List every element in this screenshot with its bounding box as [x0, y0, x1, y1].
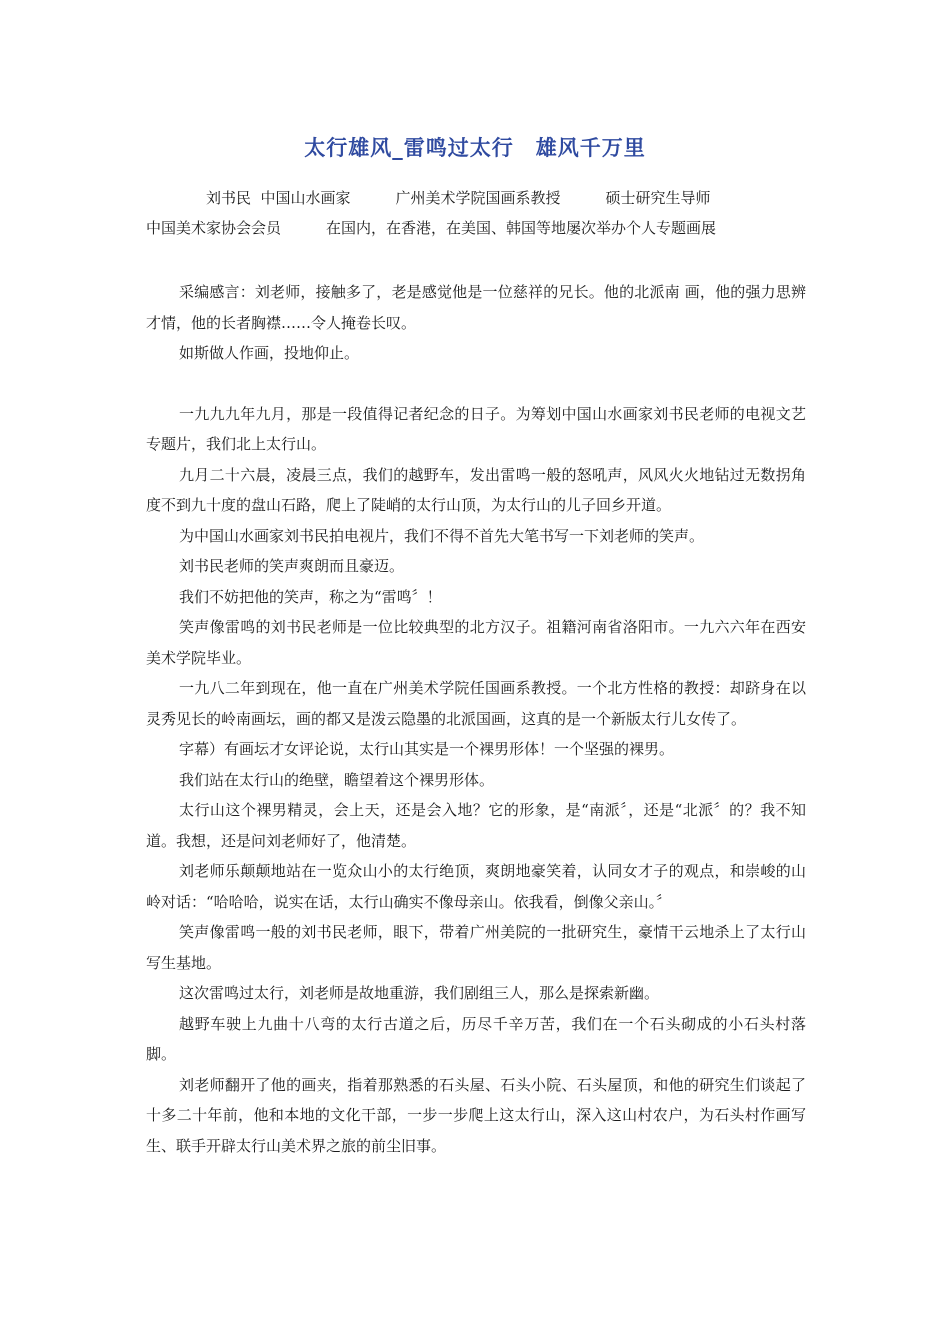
paragraph: 笑声像雷鸣的刘书民老师是一位比较典型的北方汉子。祖籍河南省洛阳市。一九六六年在西安美术学院毕业。 [146, 618, 806, 667]
paragraph: 越野车驶上九曲十八弯的太行古道之后，历尽千辛万苦，我们在一个石头砌成的小石头村落脚。 [146, 1014, 806, 1063]
paragraph: 我们站在太行山的绝壁，瞻望着这个裸男形体。 [179, 770, 495, 789]
paragraph: 为中国山水画家刘书民拍电视片，我们不得不首先大笔书写一下刘老师的笑声。 [179, 526, 705, 545]
paragraph: 字幕）有画坛才女评论说，太行山其实是一个裸男形体！一个坚强的裸男。 [179, 740, 675, 758]
paragraph: 一九八二年到现在，他一直在广州美术学院任国画系教授。一个北方性格的教授：却跻身在以灵秀见长的岭南画坛，画的都又是泼云隐墨的北派国画，这真的是一个新版太行儿女传了。 [146, 679, 806, 728]
article-body [146, 277, 806, 1161]
paragraph: 我们不妨把他的笑声，称之为“雷鸣〞！ [179, 587, 442, 606]
paragraph: 太行山这个裸男精灵，会上天，还是会入地？它的形象，是“南派〞，还是“北派〞的？我不知道。我想，还是问刘老师好了，他清楚。 [146, 801, 806, 850]
paragraph: 刘老师乐颠颠地站在一览众山小的太行绝顶，爽朗地豪笑着，认同女才子的观点，和崇峻的山岭对话：“哈哈哈，说实在话，太行山确实不像母亲山。依我看，倒像父亲山。〞 [146, 862, 806, 911]
paragraph: 刘老师翻开了他的画夹，指着那熟悉的石头屋、石头小院、石头屋顶，和他的研究生们谈起了十多二十年前，他和本地的文化干部，一步一步爬上这太行山，深入这山村农户，为石头村作画写生、联手开辟太行山美术界之旅的前尘旧事。 [146, 1075, 806, 1155]
paragraph-gap [146, 369, 806, 399]
author-info-line-1: 刘书民 中国山水画家 广州美术学院国画系教授 硕士研究生导师 [146, 189, 711, 207]
paragraph: 九月二十六晨，凌晨三点，我们的越野车，发出雷鸣一般的怒吼声，风风火火地钻过无数拐角度不到九十度的盘山石路，爬上了陡峭的太行山顶，为太行山的儿子回乡开道。 [146, 465, 806, 514]
intro-paragraph: 采编感言：刘老师，接触多了，老是感觉他是一位慈祥的兄长。他的北派南 画，他的强力思辨才情，他的长者胸襟……令人掩卷长叹。 [146, 283, 806, 332]
paragraph: 笑声像雷鸣一般的刘书民老师，眼下，带着广州美院的一批研究生，豪情干云地杀上了太行山写生基地。 [146, 923, 806, 972]
document-title: 太行雄风_雷鸣过太行 雄风千万里 [304, 136, 646, 160]
intro-paragraph: 如斯做人作画，投地仰止。 [179, 344, 360, 362]
paragraph: 刘书民老师的笑声爽朗而且豪迈。 [179, 557, 405, 575]
author-info-line-2: 中国美术家协会会员 在国内，在香港，在美国、韩国等地屡次举办个人专题画展 [146, 219, 717, 237]
paragraph: 一九九九年九月，那是一段值得记者纪念的日子。为筹划中国山水画家刘书民老师的电视文艺专题片，我们北上太行山。 [146, 404, 806, 453]
paragraph: 这次雷鸣过太行，刘老师是故地重游，我们剧组三人，那么是探索新幽。 [179, 984, 660, 1002]
